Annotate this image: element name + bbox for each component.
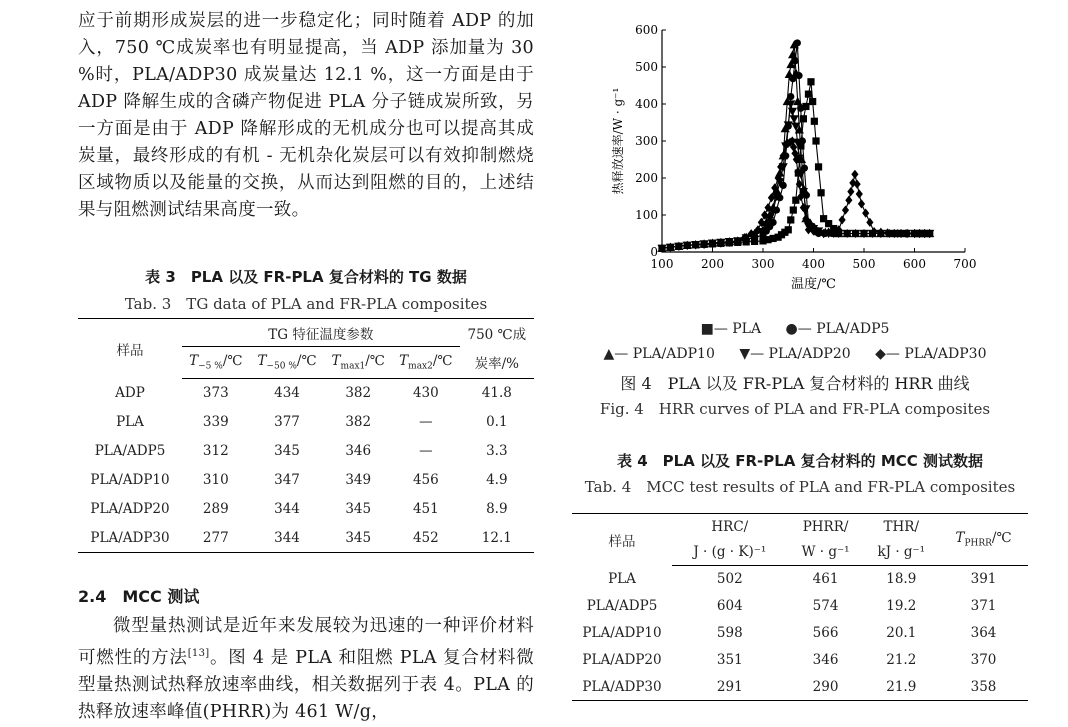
table-row: PLA/ADP10 310 347 349 456 4.9 (90, 472, 508, 488)
legend-item-adp5: ●— PLA/ADP5 (785, 321, 890, 337)
data-point (851, 170, 858, 179)
x-tick-label: 400 (802, 257, 825, 271)
body-paragraph-1: 应于前期形成炭层的进一步稳定化；同时随着 ADP 的加入，750 ℃成炭率也有明显提高，当 ADP 添加量为 30 %时，PLA/ADP30 成炭量达 12.1 %，这一方面是由于 ADP 降解生成的含磷产物促进 PLA 分子链成炭所致，另一方面是由于 ADP 降解形成的无机成分也可以提高其成炭量，最终形成的有机 - 无机杂化炭层可以有效抑制燃烧区域物质以及能量的交换，从而达到阻燃的目的，上述结果与阻燃测试结果高度一致。 (78, 11, 534, 220)
x-tick-label: 500 (852, 257, 876, 271)
x-tick-label: 600 (903, 257, 926, 271)
table3-header-t5: $T_{-5 \%}/℃$ (182, 347, 250, 379)
data-point (817, 189, 824, 196)
table3-header-tmax1: $T_{max1}/℃$ (324, 347, 392, 379)
data-point (809, 98, 816, 105)
table-row: ADP 373 434 382 430 41.8 (115, 385, 512, 402)
data-point (812, 137, 819, 144)
table4-header-sample: 样品 (608, 533, 636, 550)
table-row: PLA/ADP20 289 344 345 451 8.9 (90, 501, 508, 517)
legend-item-adp20: ▼— PLA/ADP20 (739, 346, 851, 362)
table3-caption-en: Tab. 3 TG data of PLA and FR-PLA composites (124, 295, 488, 313)
table4 (572, 513, 1028, 701)
table3-header-char-1: 750 ℃成 (467, 326, 527, 343)
y-tick-label: 600 (635, 23, 658, 37)
table4-caption-en: Tab. 4 MCC test results of PLA and FR-PLA composites (584, 478, 1016, 496)
data-point (839, 215, 846, 224)
table4-header-tphrr: $T_{PHRR}/℃$ (939, 514, 1028, 566)
y-tick-label: 0 (650, 245, 658, 259)
x-tick-label: 100 (650, 257, 674, 271)
table4-header-phrr-1: PHRR/ (802, 518, 849, 535)
y-tick-label: 400 (635, 97, 658, 111)
figure4-caption-cn: 图 4 PLA 以及 FR-PLA 复合材料的 HRR 曲线 (620, 374, 970, 393)
figure4-caption-en: Fig. 4 HRR curves of PLA and FR-PLA composites (599, 400, 991, 418)
left-column (78, 8, 534, 224)
data-point (856, 189, 863, 198)
table4-header-thr-1: THR/ (883, 518, 920, 535)
table-row: PLA/ADP10 598 566 20.1 364 (582, 625, 997, 641)
data-point (790, 206, 797, 213)
table4-header-thr-2: kJ · g⁻¹ (864, 540, 940, 566)
table-row: PLA/ADP30 277 344 345 452 12.1 (78, 524, 534, 553)
table3-header-tmax2: $T_{max2}/℃$ (392, 347, 460, 379)
y-tick-label: 100 (635, 208, 658, 222)
figure4-chart (605, 14, 985, 314)
hrr-chart-svg (605, 14, 985, 314)
data-point (815, 163, 822, 170)
data-point (787, 216, 794, 223)
data-point (845, 196, 852, 205)
x-tick-label: 200 (701, 257, 724, 271)
table4-header-phrr-2: W · g⁻¹ (788, 540, 864, 566)
table3-grid (78, 318, 534, 553)
data-point (805, 91, 812, 98)
section-title: 2.4 MCC 测试 (78, 587, 200, 606)
table3-header-group: TG 特征温度参数 (182, 319, 460, 347)
figure4-legend-row1 (575, 321, 1015, 337)
table3-caption-cn: 表 3 PLA 以及 FR-PLA 复合材料的 TG 数据 (145, 268, 467, 286)
table4-header-hrc-1: HRC/ (711, 518, 749, 535)
table4-header-hrc-2: J · (g · K)⁻¹ (672, 540, 788, 566)
data-point (858, 199, 865, 208)
table-row: PLA/ADP5 312 345 346 — 3.3 (94, 443, 508, 459)
legend-item-adp10: ▲— PLA/ADP10 (603, 346, 715, 362)
table-row: PLA/ADP30 291 290 21.9 358 (572, 674, 1028, 701)
table-row: PLA/ADP20 351 346 21.2 370 (582, 652, 997, 668)
x-tick-label: 300 (751, 257, 775, 271)
y-tick-label: 200 (635, 171, 658, 185)
table4-grid (572, 513, 1028, 701)
table3 (78, 318, 534, 553)
legend-item-pla: ■— PLA (700, 321, 762, 337)
legend-item-adp30: ◆— PLA/ADP30 (875, 346, 987, 362)
table3-header-t50: $T_{-50 \%}/℃$ (250, 347, 325, 379)
data-point (866, 218, 873, 227)
table-row: PLA 502 461 18.9 391 (608, 571, 997, 588)
data-point (862, 209, 869, 218)
data-point (807, 78, 814, 85)
x-tick-label: 700 (953, 257, 977, 271)
table3-header-char-2: 炭率/% (460, 347, 534, 379)
y-tick-label: 300 (635, 134, 658, 148)
data-point (842, 205, 849, 214)
data-point (785, 226, 792, 233)
data-point (785, 70, 794, 78)
y-axis-label: 热释放速率/W · g⁻¹ (611, 87, 625, 195)
table3-header-sample: 样品 (116, 342, 144, 359)
table-row: PLA/ADP5 604 574 19.2 371 (586, 598, 997, 614)
table3-caption (78, 266, 534, 314)
data-point (847, 187, 854, 196)
citation: [13] (187, 648, 210, 659)
x-axis-label: 温度/℃ (791, 277, 836, 292)
section-2-4 (78, 584, 534, 726)
y-tick-label: 500 (635, 60, 658, 74)
data-point (811, 118, 818, 125)
series-line-pla (662, 82, 930, 249)
figure4-legend-row2 (575, 346, 1015, 362)
body-paragraph-2: 微型量热测试是近年来发展较为迅速的一种评价材料可燃性的方法[13]。图 4 是 PLA 和阻燃 PLA 复合材料微型量热测试热释放速率曲线，相关数据列于表 4。PLA 的热释放速率峰值(PHRR)为 461 W/g， (78, 616, 534, 722)
table4-caption-cn: 表 4 PLA 以及 FR-PLA 复合材料的 MCC 测试数据 (616, 452, 984, 470)
table-row: PLA 339 377 382 — 0.1 (116, 414, 508, 430)
